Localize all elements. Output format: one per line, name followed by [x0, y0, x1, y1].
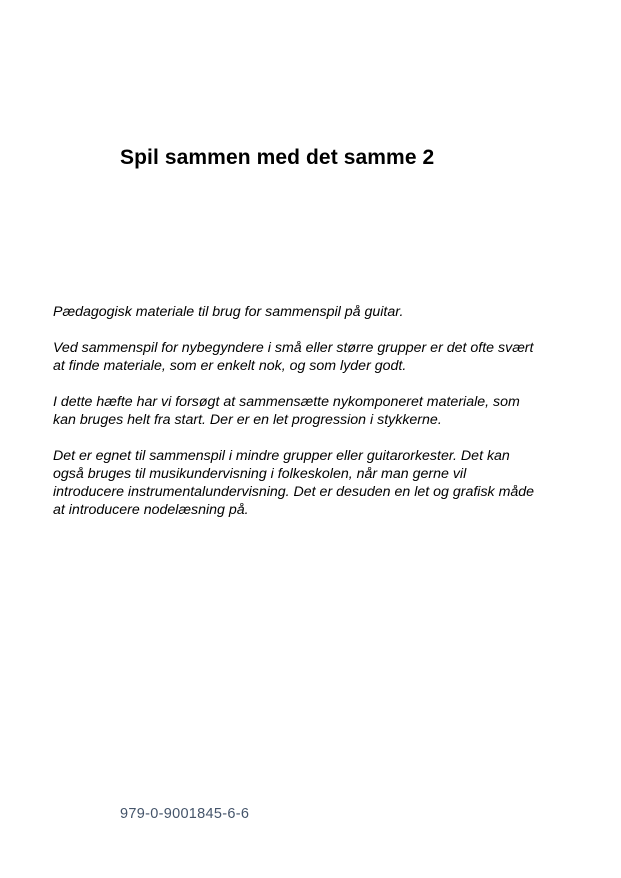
document-title: Spil sammen med det samme 2 — [120, 146, 435, 169]
paragraph-line: Pædagogisk materiale til brug for sammenspil på guitar. — [53, 304, 404, 320]
paragraph-line: introducere instrumentalundervisning. Det er desuden en let og grafisk måde — [53, 484, 535, 500]
paragraph-line: kan bruges helt fra start. Der er en let progression i stykkerne. — [53, 412, 442, 428]
paragraph-beginners — [53, 339, 534, 375]
isbn-number: 979-0-9001845-6-6 — [120, 806, 250, 822]
paragraph-line: også bruges til musikundervisning i folkeskolen, når man gerne vil — [53, 466, 467, 482]
paragraph-line: at introducere nodelæsning på. — [53, 502, 249, 518]
paragraph-line: Det er egnet til sammenspil i mindre grupper eller guitarorkester. Det kan — [53, 448, 510, 464]
paragraph-usage — [53, 447, 535, 519]
paragraph-line: Ved sammenspil for nybegyndere i små eller større grupper er det ofte svært — [53, 340, 534, 356]
paragraph-line: I dette hæfte har vi forsøgt at sammensætte nykomponeret materiale, som — [53, 394, 520, 410]
paragraph-booklet — [53, 393, 523, 429]
document-body — [53, 303, 535, 537]
paragraph-line: at finde materiale, som er enkelt nok, og som lyder godt. — [53, 358, 407, 374]
paragraph-intro — [53, 303, 523, 321]
